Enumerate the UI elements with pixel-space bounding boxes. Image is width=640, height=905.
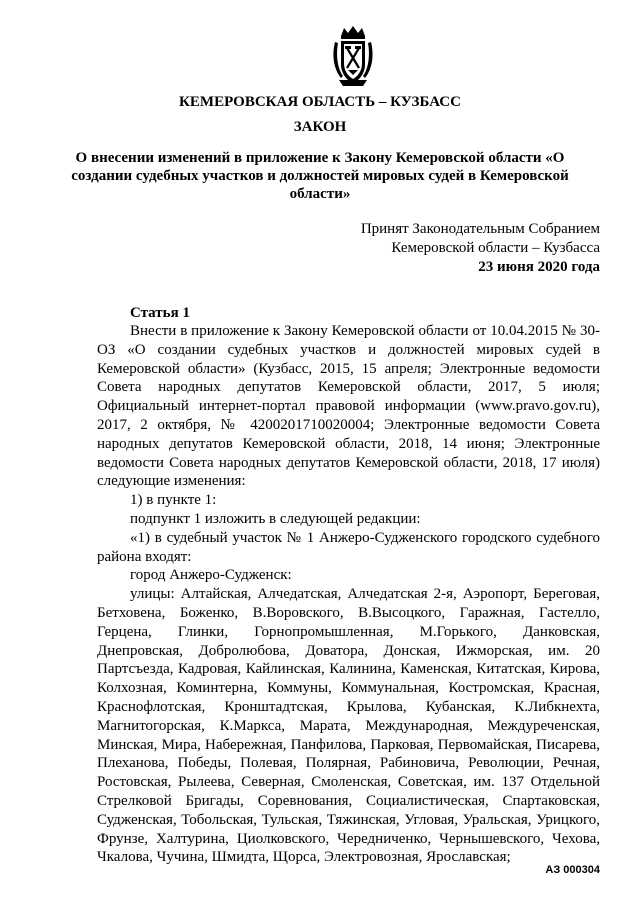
coat-of-arms-icon: [331, 24, 375, 88]
adoption-line-2: Кемеровской области – Кузбасса: [391, 240, 600, 256]
document-type: ЗАКОН: [293, 119, 347, 135]
article-paragraph: подпункт 1 изложить в следующей редакции:: [130, 510, 421, 527]
article-paragraph: город Анжеро-Судженск:: [130, 567, 292, 584]
adoption-line-1: Принят Законодательным Собранием: [360, 221, 600, 237]
article-heading: Статья 1: [130, 305, 190, 321]
region-heading: КЕМЕРОВСКАЯ ОБЛАСТЬ – КУЗБАСС: [179, 94, 461, 110]
document-title: О внесении изменений в приложение к Закону Кемеровской области «О создании судебных участков и должностей мировых судей в Кемеровской области»: [71, 150, 569, 202]
adoption-block: [361, 220, 600, 277]
article-body: [97, 322, 600, 867]
article-paragraph: 1) в пункте 1:: [130, 492, 217, 509]
article-paragraph: Внести в приложение к Закону Кемеровской области от 10.04.2015 № 30-ОЗ «О создании судебных участков и должностей мировых судей в Кемеровской области» (Кузбасс, 2015, 15 апреля; Электронные ведомости Совета народных депутатов Кемеровской области, 2017, 5 июля; Официальный интернет-портал правовой информации (www.pravo.gov.ru), 2017, 2 октября, № 4200201710020004; Электронные ведомости Совета народных депутатов Кемеровской области, 2018, 14 июня; Электронные ведомости Совета народных депутатов Кемеровской области, 2018, 17 июля) следующие изменения:: [97, 323, 600, 490]
serial-number: АЗ 000304: [545, 864, 600, 876]
article-paragraph: улицы: Алтайская, Алчедатская, Алчедатская 2-я, Аэропорт, Береговая, Бетховена, Боженко, В.Воровского, В.Высоцкого, Гаражная, Гастелло, Герцена, Глинки, Горнопромышленная, М.Горького, Данковская, Днепровская, Добролюбова, Доватора, Донская, Ижморская, им. 20 Партсъезда, Кадровая, Кайлинская, Калинина, Каменская, Китатская, Кирова, Колхозная, Коминтерна, Коммуны, Коммунальная, Костромская, Красная, Краснофлотская, Кронштадтская, Крылова, Кубанская, К.Либкнехта, Магнитогорская, К.Маркса, Марата, Международная, Междуреченская, Минская, Мира, Набережная, Панфилова, Парковая, Первомайская, Писарева, Плеханова, Победы, Полевая, Полярная, Рабиновича, Революции, Речная, Ростовская, Рылеева, Северная, Смоленская, Советская, им. 137 Отдельной Стрелковой Бригады, Соревнования, Социалистическая, Спартаковская, Судженская, Тобольская, Тульская, Тяжинская, Угловая, Уральская, Урицкого, Фрунзе, Халтурина, Циолковского, Чередниченко, Чернышевского, Чехова, Чкалова, Чучина, Шмидта, Щорса, Электровозная, Ярославская;: [97, 586, 600, 866]
adoption-date: 23 июня 2020 года: [478, 259, 600, 275]
article-paragraph: «1) в судебный участок № 1 Анжеро-Судженского городского судебного района входят:: [97, 529, 600, 565]
